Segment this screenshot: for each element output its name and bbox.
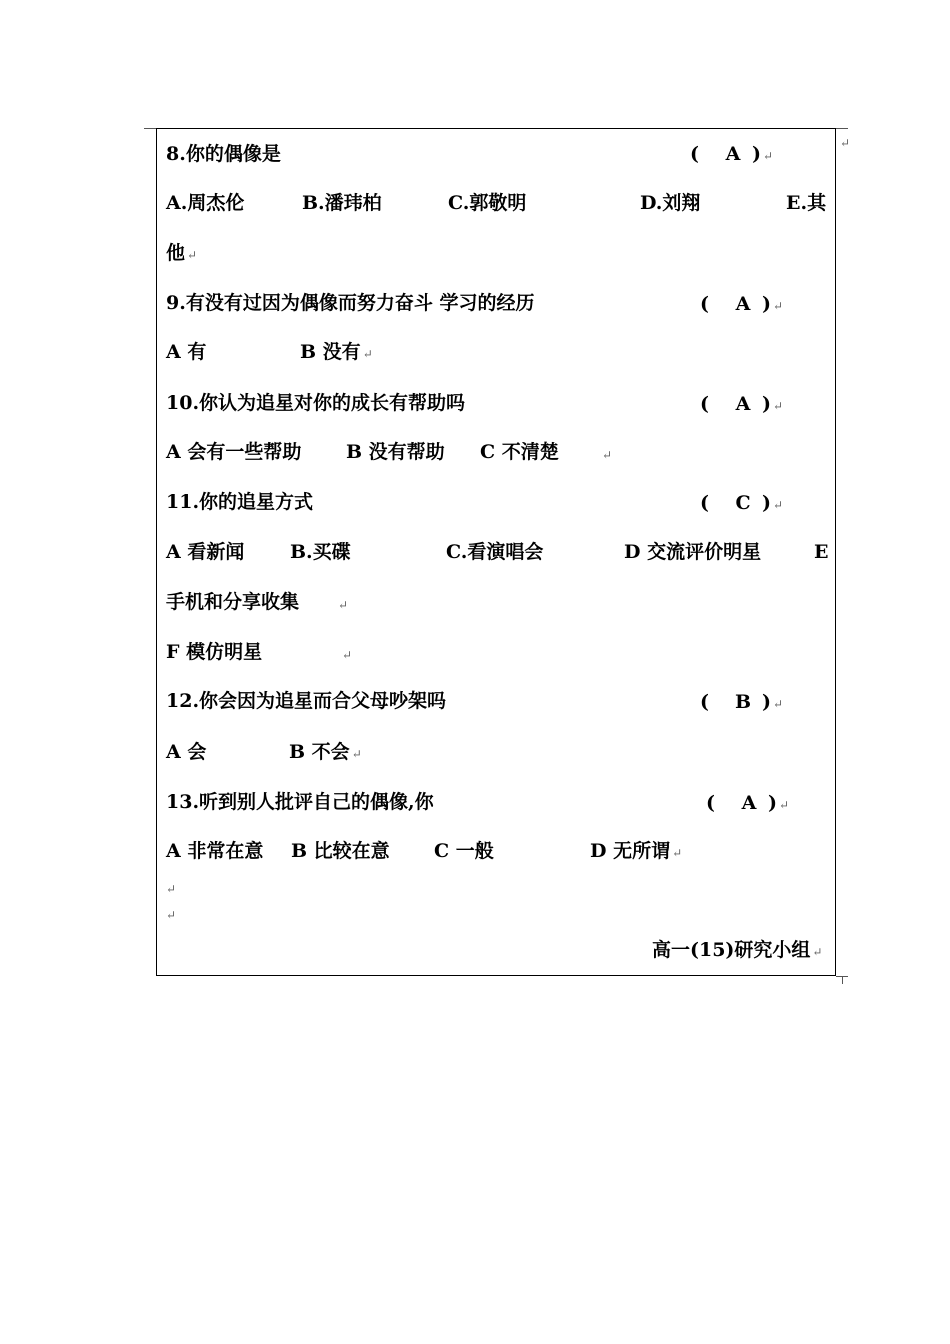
question-10-option: B 没有帮助: [346, 441, 445, 463]
question-11-option: E: [814, 541, 829, 563]
question-11-option: C.看演唱会: [446, 541, 544, 563]
question-8-option: D.刘翔: [640, 192, 701, 214]
question-13-option: D 无所谓 ↵: [590, 840, 683, 862]
signature: 高一(15)研究小组 ↵: [652, 939, 823, 961]
question-13-text: 13.听到别人批评自己的偶像,你: [166, 791, 434, 813]
question-13-option: B 比较在意: [291, 840, 390, 862]
question-8-option: B.潘玮柏: [302, 192, 382, 214]
crop-mark-top-left: [144, 128, 156, 129]
question-11-option: B.买碟: [290, 541, 351, 563]
question-11-text: 11.你的追星方式: [166, 491, 314, 513]
question-11-option-wrap: 手机和分享收集: [166, 591, 300, 613]
question-9-text: 9.有没有过因为偶像而努力奋斗 学习的经历: [166, 292, 535, 314]
question-10-text: 10.你认为追星对你的成长有帮助吗: [166, 392, 466, 414]
question-9-option: B 没有 ↵: [300, 341, 373, 363]
crop-mark-top-right: [836, 128, 848, 129]
question-12-option: A 会: [166, 741, 207, 763]
question-12-option: B 不会 ↵: [289, 741, 362, 763]
question-8-text: 8.你的偶像是: [166, 143, 281, 165]
return-mark: ↵: [840, 136, 851, 150]
question-12-answer: ( B ) ↵: [700, 691, 784, 713]
question-8-answer: ( A ) ↵: [690, 143, 774, 165]
question-11-answer: ( C ) ↵: [700, 492, 784, 514]
question-8-option: A.周杰伦: [166, 192, 245, 214]
crop-mark-bottom-right-v: [842, 976, 843, 984]
question-10-answer: ( A ) ↵: [700, 393, 784, 415]
question-8-option-wrap: 他 ↵: [166, 242, 198, 264]
question-9-option: A 有: [166, 341, 207, 363]
question-8-option: E.其: [786, 192, 827, 214]
question-12-text: 12.你会因为追星而合父母吵架吗: [166, 690, 447, 712]
question-11-option-extra: F 模仿明星: [166, 641, 263, 663]
return-mark: ↵: [602, 448, 613, 462]
question-13-option: C 一般: [434, 840, 494, 862]
return-mark: ↵: [166, 908, 177, 922]
question-11-option: A 看新闻: [166, 541, 245, 563]
question-13-answer: ( A ) ↵: [706, 792, 790, 814]
question-11-option: D 交流评价明星: [624, 541, 762, 563]
question-10-option: A 会有一些帮助: [166, 441, 302, 463]
question-8-option: C.郭敬明: [448, 192, 527, 214]
return-mark: ↵: [338, 598, 349, 612]
question-10-option: C 不清楚: [480, 441, 559, 463]
return-mark: ↵: [166, 882, 177, 896]
question-13-option: A 非常在意: [166, 840, 264, 862]
return-mark: ↵: [342, 648, 353, 662]
question-9-answer: ( A ) ↵: [700, 293, 784, 315]
